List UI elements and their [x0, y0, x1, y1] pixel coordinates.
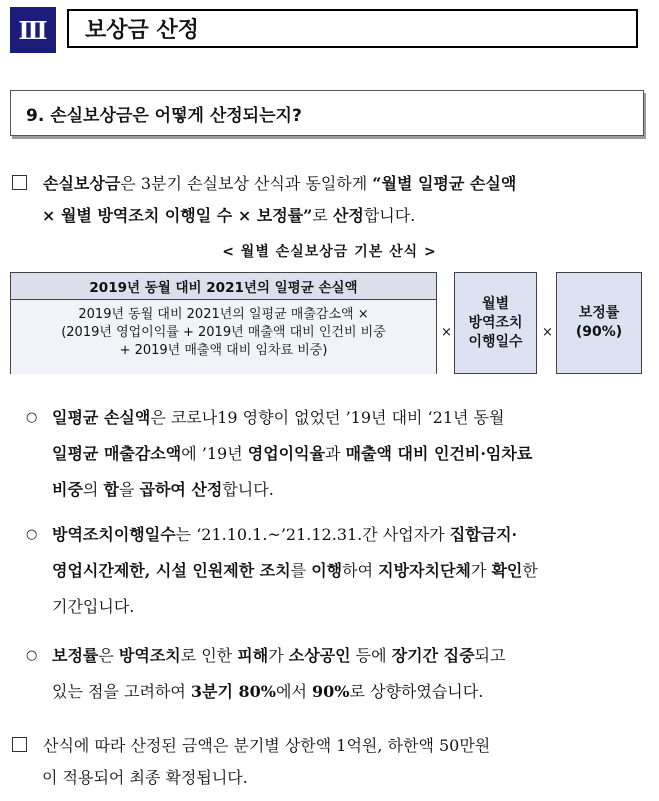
text-run: 은 — [98, 646, 119, 665]
text-run: 로 상향하였습니다. — [349, 682, 484, 701]
bold-run: 일평균 매출감소액 — [52, 444, 182, 463]
formula-loss-box — [10, 272, 437, 374]
bold-run: 집합금지· — [449, 525, 518, 544]
text-run: 등에 — [350, 646, 392, 665]
section-number: Ⅲ — [10, 7, 56, 53]
para1-line2 — [12, 200, 642, 232]
bullet-daily-loss — [26, 400, 654, 508]
bold-run: “월별 일평균 손실액 — [372, 174, 517, 193]
para1-line1 — [43, 174, 516, 193]
bold-run: 피해 — [237, 646, 269, 665]
text-run: 은 3분기 손실보상 산식과 동일하게 — [120, 174, 373, 193]
formula-days-line: 월별 — [481, 295, 510, 312]
formula-caption: < 월별 손실보상금 기본 산식 > — [222, 244, 437, 260]
text-run: 를 — [290, 561, 312, 580]
bold-run: 영업이익율 — [247, 444, 326, 463]
bold-run: 영업시간제한, 시설 인원제한 조치 — [52, 561, 291, 580]
paragraph-limits — [12, 730, 642, 794]
text-run: 는 ‘21.10.1.~’21.12.31.간 사업자가 — [175, 525, 450, 544]
checkbox-square-icon — [12, 175, 27, 190]
text-run: 합니다. — [363, 206, 416, 225]
text-run: 가 — [268, 646, 289, 665]
text-run: 하여 — [342, 561, 379, 580]
formula-body-line: 2019년 동월 대비 2021년의 일평균 매출감소액 × — [78, 307, 369, 322]
formula-rate-box — [556, 272, 642, 374]
bold-run: 소상공인 — [288, 646, 351, 665]
text-run: 을 — [118, 480, 140, 499]
times-symbol: × — [441, 325, 452, 340]
bold-run: 곱하여 산정 — [139, 480, 223, 499]
bold-run: 합 — [103, 480, 119, 499]
formula-rate-line: (90%) — [575, 324, 623, 340]
bold-run: × 월별 방역조치 이행일 수 × 보정률” — [42, 206, 313, 225]
bold-run: 손실보상금 — [43, 174, 121, 193]
bullet-line — [26, 400, 654, 436]
formula-loss-body — [11, 300, 436, 374]
formula-rate-line: 보정률 — [578, 305, 620, 321]
bold-run: 지방자치단체 — [378, 561, 471, 580]
formula-days-line: 이행일수 — [468, 333, 523, 350]
bold-run: 보정률 — [52, 646, 99, 665]
text-run: 로 인한 — [180, 646, 238, 665]
formula-body-line: (2019년 영업이익률 + 2019년 매출액 대비 인건비 비중 — [61, 325, 386, 340]
bullet-line — [26, 517, 654, 553]
text-run: 기간입니다. — [52, 597, 135, 616]
text-run: 한 — [522, 561, 538, 580]
formula-loss-title: 2019년 동월 대비 2021년의 일평균 손실액 — [11, 273, 436, 300]
circle-bullet-icon: ○ — [26, 410, 38, 425]
bold-run: 산정 — [332, 206, 364, 225]
paragraph-compensation — [12, 168, 642, 232]
bold-run: 3분기 80% — [190, 682, 276, 701]
formula-days-line: 방역조치 — [468, 314, 523, 331]
para2-line2: 이 적용되어 최종 확정됩니다. — [42, 768, 248, 787]
formula-body-line: + 2019년 매출액 대비 임차료 비중) — [119, 343, 328, 358]
circle-bullet-icon: ○ — [26, 527, 38, 542]
bold-run: 방역조치 — [118, 646, 181, 665]
formula-days-box — [454, 272, 537, 374]
bold-run: 이행 — [311, 561, 343, 580]
para2-line1: 산식에 따라 산정된 금액은 분기별 상한액 1억원, 하한액 50만원 — [43, 736, 491, 755]
bold-run: 장기간 집중 — [391, 646, 475, 665]
bold-run: 일평균 손실액 — [52, 408, 151, 427]
text-run: 에 ’19년 — [181, 444, 248, 463]
bold-run: 매출액 대비 인건비·임차료 — [345, 444, 533, 463]
text-run: 합니다. — [222, 480, 274, 499]
bullet-line — [26, 472, 654, 508]
bullet-line — [26, 436, 654, 472]
text-run: 가 — [470, 561, 492, 580]
bold-run: 90% — [312, 682, 350, 701]
bullet-line — [26, 638, 654, 674]
bold-run: 확인 — [491, 561, 523, 580]
text-run: 되고 — [474, 646, 506, 665]
bold-run: 방역조치이행일수 — [52, 525, 176, 544]
bullet-days — [26, 517, 654, 625]
text-run: 있는 점을 고려하여 — [52, 682, 191, 701]
text-run: 에서 — [276, 682, 312, 701]
text-run: 과 — [325, 444, 346, 463]
bullet-line — [26, 553, 654, 589]
text-run: 은 코로나19 영향이 없었던 ’19년 대비 ‘21년 동월 — [150, 408, 505, 427]
text-run: 의 — [82, 480, 104, 499]
section-header — [10, 7, 642, 53]
question-heading: 9. 손실보상금은 어떻게 산정되는지? — [10, 90, 644, 136]
circle-bullet-icon: ○ — [26, 648, 38, 663]
times-symbol: × — [542, 325, 553, 340]
checkbox-square-icon — [12, 737, 27, 752]
section-title: 보상금 산정 — [67, 9, 638, 48]
bullet-line — [26, 589, 654, 625]
bullet-rate — [26, 638, 654, 710]
bold-run: 비중 — [52, 480, 83, 499]
text-run: 로 — [312, 206, 333, 225]
bullet-line — [26, 674, 654, 710]
